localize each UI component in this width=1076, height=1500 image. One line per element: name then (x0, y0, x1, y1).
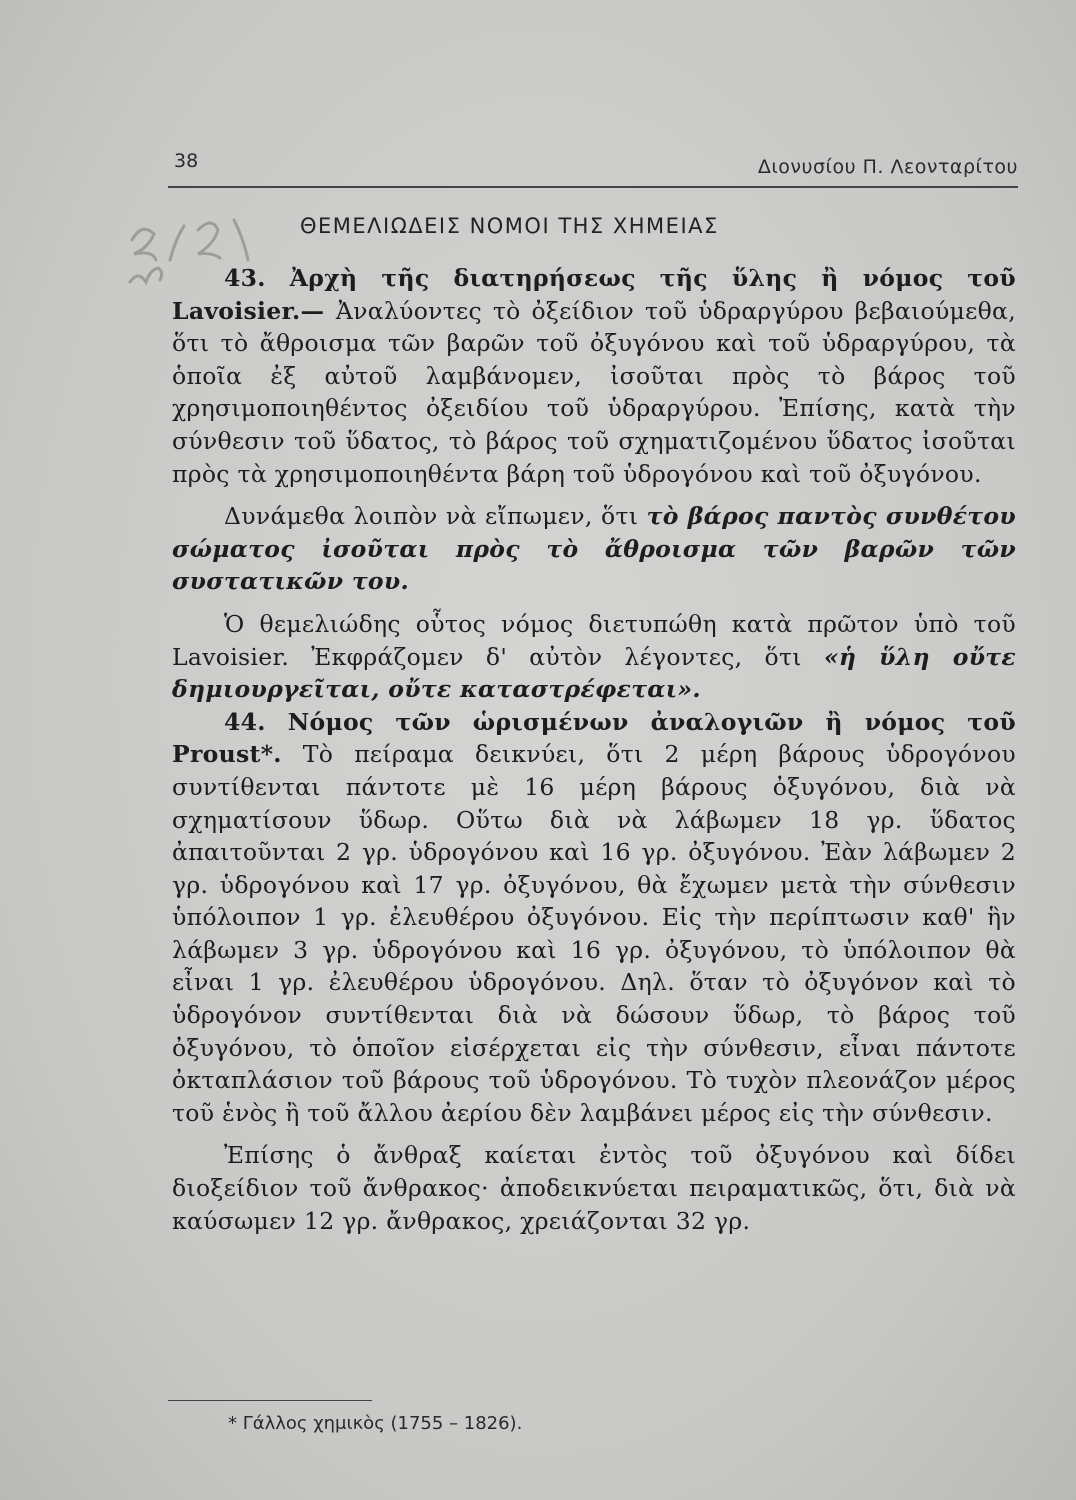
paragraph (172, 1139, 1016, 1237)
body-text (172, 262, 1016, 1237)
footnote: * Γάλλος χημικὸς (1755 – 1826). (228, 1413, 523, 1434)
section-heading-43: 43. Ἀρχὴ τῆς διατηρήσεως τῆς ὕλης ἢ νόμος τοῦ Lavoisier.— (172, 264, 1016, 325)
page-header (168, 146, 1018, 188)
paragraph-text: Ὁ θεμελιώδης οὗτος νόμος διετυπώθη κατὰ πρῶτον ὑπὸ τοῦ Lavoisier. Ἐκφράζομεν δ' αὐτὸν λέγοντες, ὅτι (172, 609, 1016, 671)
section-heading-44: 44. Νόμος τῶν ὡρισμένων ἀναλογιῶν ἢ νόμος τοῦ Proust*. (172, 707, 1016, 769)
paragraph (172, 500, 1016, 598)
emphasized-text: τὸ βάρος παντὸς συνθέτου σώματος ἰσοῦται πρὸς τὸ ἄθροισμα τῶν βαρῶν τῶν συστατικῶν του. (172, 502, 1016, 596)
paragraph (172, 706, 1016, 1130)
running-head: Διονυσίου Π. Λεονταρίτου (757, 156, 1018, 178)
paragraph (172, 262, 1016, 490)
paragraph-text: Τὸ πείραμα δεικνύει, ὅτι 2 μέρη βάρους ὑδρογόνου συντίθενται πάντοτε μὲ 16 μέρη βάρους ὀξυγόνου, διὰ νὰ σχηματίσουν ὕδωρ. Οὕτω διὰ νὰ λάβωμεν 18 γρ. ὕδατος ἀπαιτοῦνται 2 γρ. ὑδρογόνου καὶ 16 γρ. ὀξυγόνου. Ἐὰν λάβωμεν 2 γρ. ὑδρογόνου καὶ 17 γρ. ὀξυγόνου, θὰ ἔχωμεν μετὰ τὴν σύνθεσιν ὑπόλοιπον 1 γρ. ἐλευθέρου ὀξυγόνου. Εἰς τὴν περίπτωσιν καθ' ἣν λάβωμεν 3 γρ. ὑδρογόνου καὶ 16 γρ. ὀξυγόνου, τὸ ὑπόλοιπον θὰ εἶναι 1 γρ. ἐλευθέρου ὑδρογόνου. Δηλ. ὅταν τὸ ὀξυγόνον καὶ τὸ ὑδρογόνον συντίθενται διὰ νὰ δώσουν ὕδωρ, τὸ βάρος τοῦ ὀξυγόνου, τὸ ὁποῖον εἰσέρχεται εἰς τὴν σύνθεσιν, εἶναι πάντοτε ὀκταπλάσιον τοῦ βάρους τοῦ ὑδρογόνου. Τὸ τυχὸν πλεονάζον μέρος τοῦ ἑνὸς ἢ τοῦ ἄλλου ἀερίου δὲν λαμβάνει μέρος εἰς τὴν σύνθεσιν. (172, 740, 1016, 1127)
footnote-divider (168, 1400, 372, 1401)
emphasized-text: «ἡ ὕλη οὔτε δημιουργεῖται, οὔτε καταστρέφεται». (172, 642, 1016, 704)
paragraph-text: Δυνάμεθα λοιπὸν νὰ εἴπωμεν, ὅτι (224, 502, 647, 531)
paragraph (172, 608, 1016, 706)
paragraph-text: Ἐπίσης ὁ ἄνθραξ καίεται ἐντὸς τοῦ ὀξυγόνου καὶ δίδει διοξείδιον τοῦ ἄνθρακος· ἀποδεικνύεται πειραματικῶς, ὅτι, διὰ νὰ καύσωμεν 12 γρ. ἄνθρακος, χρειάζονται 32 γρ. (172, 1141, 1016, 1235)
page-number: 38 (174, 150, 199, 172)
paragraph-text: Ἀναλύοντες τὸ ὀξείδιον τοῦ ὑδραργύρου βεβαιούμεθα, ὅτι τὸ ἄθροισμα τῶν βαρῶν τοῦ ὀξυγόνου καὶ τοῦ ὑδραργύρου, τὰ ὁποῖα ἐξ αὐτοῦ λαμβάνομεν, ἰσοῦται πρὸς τὸ βάρος τοῦ χρησιμοποιηθέντος ὀξειδίου τοῦ ὑδραργύρου. Ἐπίσης, κατὰ τὴν σύνθεσιν τοῦ ὕδατος, τὸ βάρος τοῦ σχηματιζομένου ὕδατος ἰσοῦται πρὸς τὰ χρησιμοποιηθέντα βάρη τοῦ ὑδρογόνου καὶ τοῦ ὀξυγόνου. (172, 296, 1016, 488)
chapter-title: ΘΕΜΕΛΙΩΔΕΙΣ ΝΟΜΟΙ ΤΗΣ ΧΗΜΕΙΑΣ (300, 214, 719, 238)
